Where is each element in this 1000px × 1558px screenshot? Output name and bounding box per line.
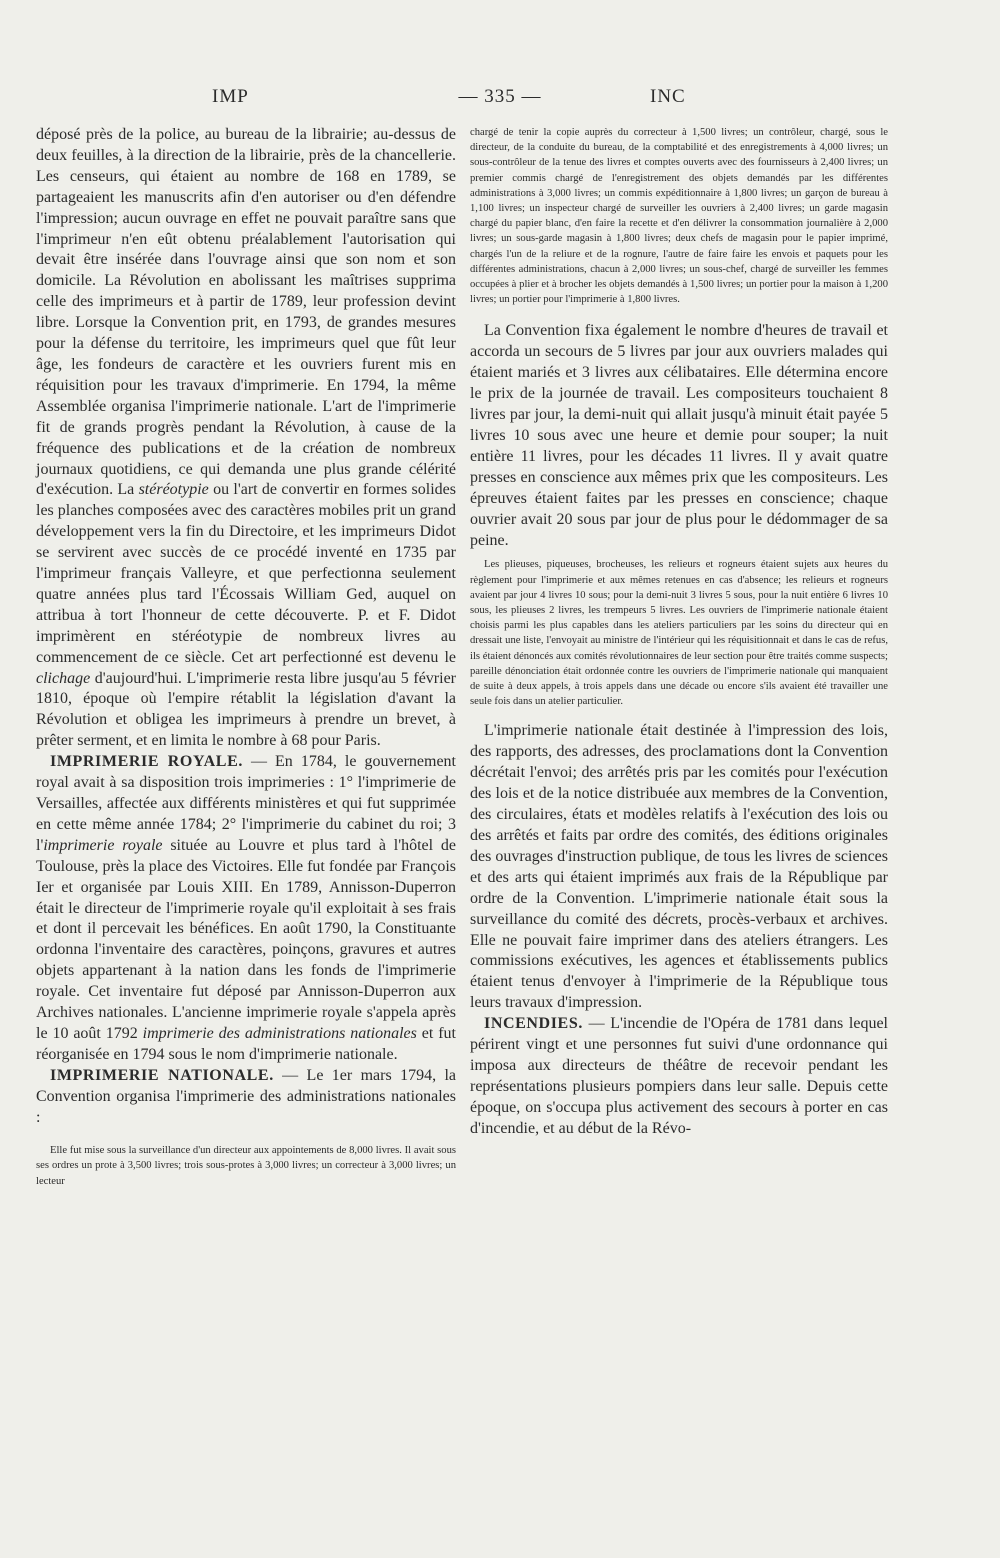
entry-heading: IMPRIMERIE ROYALE. xyxy=(50,753,243,771)
small-print-note: chargé de tenir la copie auprès du correcteur à 1,500 livres; un contrôleur, chargé, sous le directeur, de la conduite du bureau, de la comptabilité et des enregistrements à 4,000 livres; un sous-contrôleur de la tenue des livres et comptes ouverts avec des fournisseurs à 2,400 livres; un premier commis chargé de l'enregistrement des objets demandés par les différentes administrations à 3,000 livres; un commis expéditionnaire à 1,800 livres; un garçon de bureau à 1,100 livres; un inspecteur chargé de surveiller les ouvriers à 2,400 livres; un garde magasin chargé du papier blanc, d'en faire la recette et d'en délivrer la consommation journalière à 2,000 livres; un sous-garde magasin à 1,800 livres; deux chefs de magasin pour le papier imprimé, chargés l'un de la reliure et de la rognure, l'autre de faire faire les envois et paquets pour les différentes administrations, chacun à 2,000 livres; un sous-chef, chargé de surveiller les femmes occupées à plier et à brocher les objets demandés à 1,500 livres; un portier pour la maison à 1,200 livres; un portier pour l'imprimerie à 1,800 livres. xyxy=(470,127,888,306)
italic-term: imprimerie royale xyxy=(43,836,163,854)
header-left-word: IMP xyxy=(212,86,249,107)
header-right-word: INC xyxy=(650,86,686,107)
text-run: d'aujourd'hui. L'imprimerie resta libre jusqu'au 5 février 1810, époque où l'empire rétablit la législation d'avant la Révolution et obligea les imprimeurs à prendre un brevet, à prêter serment, et en limita le nombre à 68 pour Paris. xyxy=(36,669,456,750)
paragraph-imprimerie-nationale xyxy=(36,1066,456,1129)
text-run: — Le 1er mars 1794, la Convention organisa l'imprimerie des administrations nationales : xyxy=(36,1066,457,1126)
text-run: — En 1784, le gouvernement royal avait à sa disposition trois imprimeries : 1° l'imprimerie de Versailles, affectée aux différents ministères et qui fut supprimée en cette même année 1784; 2° l'imprimerie du cabinet du roi; 3 l' xyxy=(36,753,456,854)
text-run: et fut réorganisée en 1794 sous le nom d'imprimerie nationale. xyxy=(36,1024,456,1063)
running-header xyxy=(0,86,1000,116)
italic-term: stéréotypie xyxy=(138,481,209,499)
page-number: — 335 — xyxy=(458,86,542,107)
italic-term: imprimerie des administrations nationales xyxy=(142,1024,417,1042)
entry-heading: IMPRIMERIE NATIONALE. xyxy=(50,1066,274,1084)
small-print-note: Elle fut mise sous la surveillance d'un directeur aux appointements de 8,000 livres. Il avait sous ses ordres un prote à 3,500 livres; trois sous-protes à 3,000 livres; un correcteur à 3,000 livres; un lecteur xyxy=(36,1144,456,1187)
paragraph-imprimerie-royale xyxy=(36,752,456,1066)
text-run: située au Louvre et plus tard à l'hôtel de Toulouse, près la place des Victoires. Elle fut fondée par François Ier et organisée par Louis XIII. En 1789, Annisson-Duperron était le directeur de l'imprimerie royale qu'il exploitait à ses frais et dont il percevait les bénéfices. En août 1790, la Constituante ordonna l'inventaire des caractères, poinçons, gravures et autres objets appartenant à la nation dans les fonds de l'imprimerie royale. Cet inventaire fut déposé par Annisson-Duperron aux Archives nationales. L'ancienne imprimerie royale s'appela après le 10 août 1792 xyxy=(36,836,456,1042)
paragraph-censorship xyxy=(36,125,456,752)
small-print-note: Les plieuses, piqueuses, brocheuses, les relieurs et rogneurs étaient sujets aux heures du règlement pour l'imprimerie et aux mêmes retenues en cas d'absence; les relieurs et rogneurs avaient par jour 4 livres 10 sous; pour la demi-nuit 3 livres 5 sous, pour la nuit entière 6 livres 10 sous, les plieuses 2 livres, les trempeurs 5 livres. Les ouvriers de l'imprimerie nationale étaient choisis parmi les plus capables dans les ateliers particuliers par les soins du directeur qui en dressait une liste, l'envoyait au ministre de l'intérieur qui les réquisitionnait et dans le cas de refus, ils étaient dénoncés aux comités révolutionnaires de leur section pour être traités comme suspects; pareille dénonciation était ordonnée contre les ouvriers de l'imprimerie nationale qui manquaient de suite à deux appels, à trois appels dans une décade ou encore s'ils avaient été travailler une seule fois dans un atelier particulier. xyxy=(470,559,888,708)
italic-term: clichage xyxy=(36,669,91,687)
text-run: déposé près de la police, au bureau de la librairie; au-dessus de deux feuilles, à la direction de la librairie, près de la chancellerie. Les censeurs, qui étaient au nombre de 168 en 1789, se partageaient les manuscrits afin d'en autoriser ou d'en défendre l'impression; aucun ouvrage en effet ne pouvait paraître sans que l'imprimeur n'en eût obtenu préalablement l'autorisation qui devait être insérée dans l'ouvrage ainsi que son nom et son domicile. La Révolution en abolissant les maîtrises supprima celle des imprimeurs et à partir de 1789, leur profession devint libre. Lorsque la Convention prit, en 1793, de grandes mesures pour la défense du territoire, les imprimeurs quel que fût leur âge, les fondeurs de caractère et les ouvriers furent mis en réquisition pour les travaux d'imprimerie. En 1794, la même Assemblée organisa l'imprimerie nationale. L'art de l'imprimerie fit de grands progrès pendant la Révolution, à cause de la fréquence des publications et de la création de nombreux journaux quotidiens, ce qui demanda une plus grande célérité d'exécution. La xyxy=(36,126,456,499)
entry-heading: INCENDIES. xyxy=(484,1015,583,1033)
text-run: — L'incendie de l'Opéra de 1781 dans lequel périrent vingt et une personnes fut suivi d'une ordonnance qui imposa aux directeurs de théâtre de recevoir pendant les représentations plusieurs pompiers dans leur salle. Depuis cette époque, on s'occupa plus activement des secours à porter en cas d'incendie, et au début de la Révo- xyxy=(470,1015,888,1137)
right-column xyxy=(470,125,888,1140)
paragraph-incendies xyxy=(470,1014,888,1139)
text-run: ou l'art de convertir en formes solides les planches composées avec des caractères mobiles prit un grand développement vers la fin du Directoire, et les imprimeurs Didot se servirent avec succès de ce procédé inventé en 1735 par l'imprimeur français Valleyre, et que perfectionna seulement quatre années plus tard l'Écossais William Ged, auquel on attribua à tort l'honneur de cette découverte. P. et F. Didot imprimèrent en stéréotypie de nombreux livres au commencement de ce siècle. Cet art perfectionné est devenu le xyxy=(36,481,456,666)
left-column xyxy=(36,125,456,1189)
paragraph-national-printing-role: L'imprimerie nationale était destinée à l'impression des lois, des rapports, des adresses, des proclamations dont la Convention décrétait l'envoi; des arrêtés pris par les comités pour l'exécution des lois et de la notice distribuée aux membres de la Convention, des circulaires, états et modèles relatifs à l'exécution des lois ou des arrêtés et faits par ordre des comités, des éditions originales des ouvrages d'instruction publique, de tous les livres de sciences et des arts qui étaient imprimés aux frais de la République par ordre de la Convention. L'imprimerie nationale était sous la surveillance du comité des décrets, procès-verbaux et archives. Elle ne pouvait faire imprimer dans des ateliers étrangers. Les commissions exécutives, les agences et établissements publics étaient tenus d'envoyer à l'imprimerie de la République tous leurs travaux d'impression. xyxy=(470,722,888,1012)
paragraph-working-hours: La Convention fixa également le nombre d'heures de travail et accorda un secours de 5 livres par jour aux ouvriers malades qui étaient mariés et 3 livres aux célibataires. Elle détermina encore le prix de la journée de travail. Les compositeurs touchaient 8 livres par jour, la demi-nuit qui allait jusqu'à minuit était payée 5 livres 10 sous avec une heure et demie pour souper; la nuit entière 11 livres, pour les décades 11 livres. Il y avait quatre presses en conscience aux mêmes prix que les compositeurs. Les épreuves étaient faites par les presses en conscience; chaque ouvrier avait 20 sous par jour de plus pour le dédommager de sa peine. xyxy=(470,322,888,549)
